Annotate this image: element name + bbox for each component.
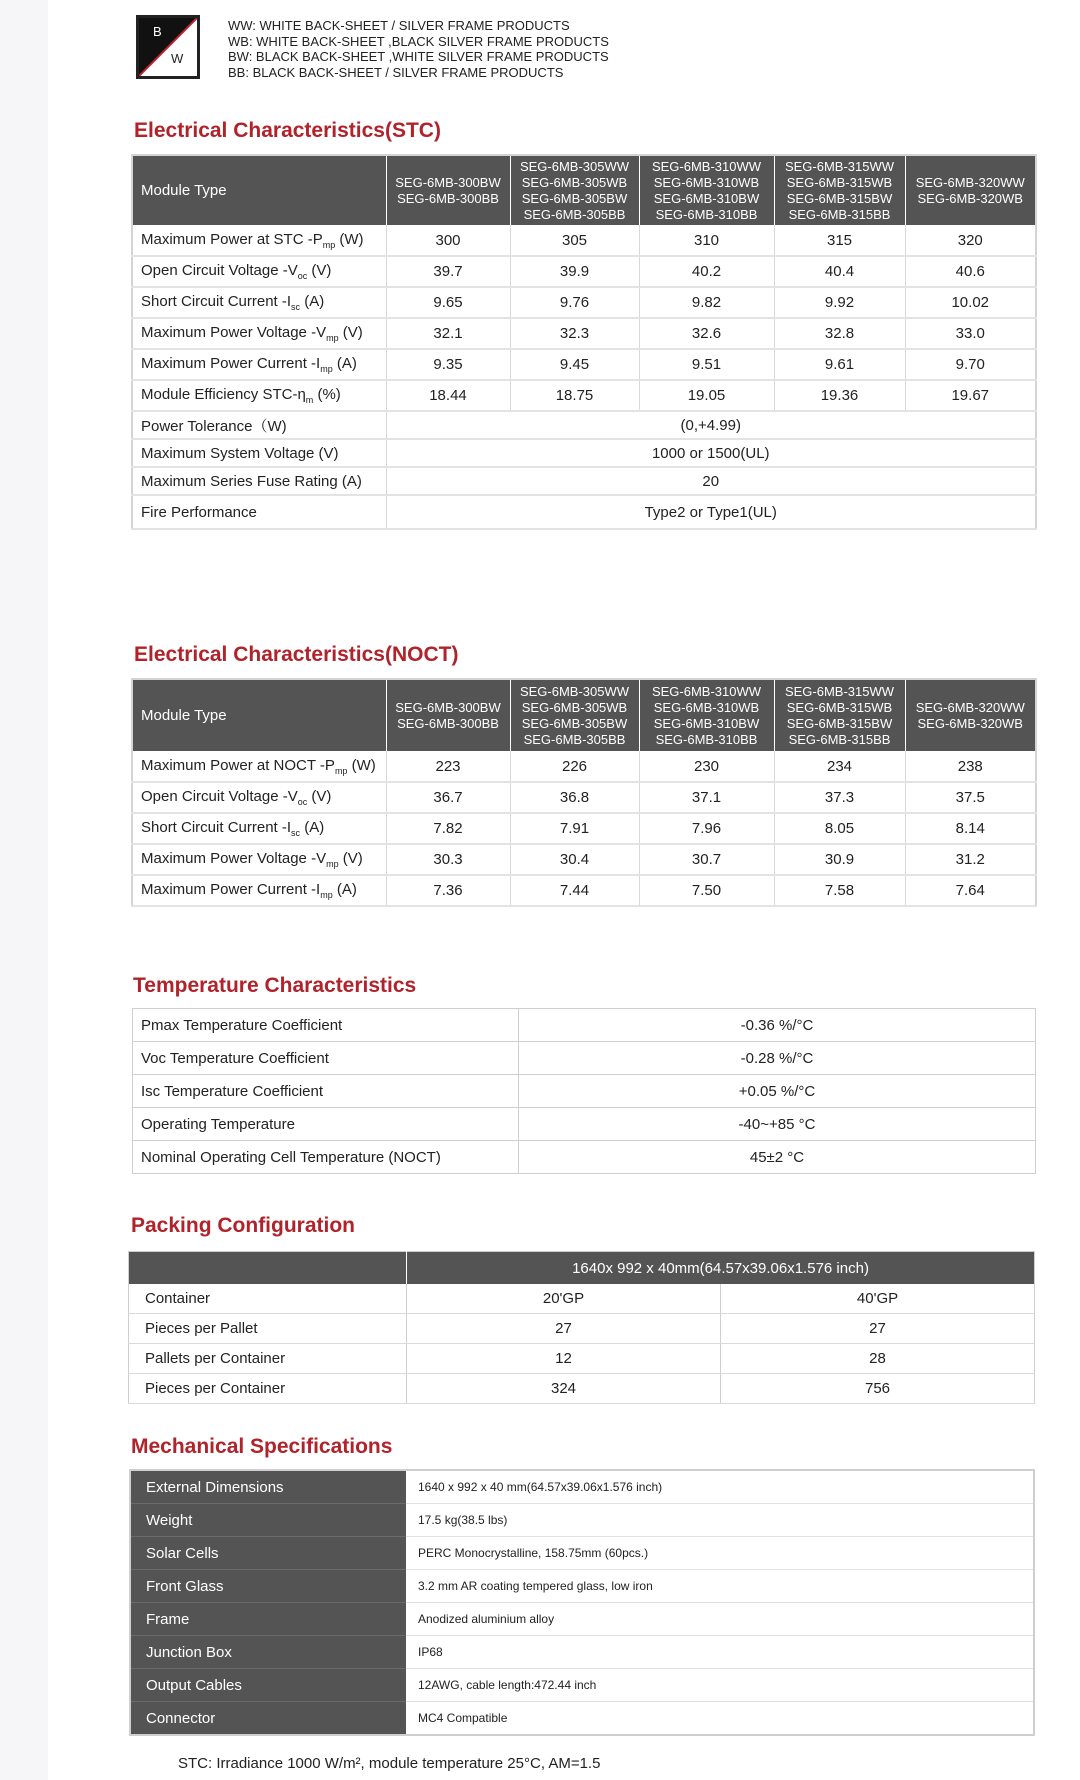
packing-row xyxy=(129,1344,1035,1374)
packing-value-40gp: 28 xyxy=(721,1344,1035,1374)
mechanical-row xyxy=(130,1570,1034,1603)
model-code: SEG-6MB-305BW xyxy=(521,715,628,731)
value-cell: 32.1 xyxy=(386,318,510,349)
value-cell: 7.36 xyxy=(386,875,510,906)
model-code: SEG-6MB-310BB xyxy=(655,731,758,747)
back-sheet-legend-icon xyxy=(136,15,200,79)
model-code: SEG-6MB-300BW xyxy=(395,699,501,715)
value-cell: 30.7 xyxy=(639,844,774,875)
temperature-value: 45±2 °C xyxy=(519,1141,1036,1174)
value-cell: 300 xyxy=(386,225,510,256)
temperature-label: Nominal Operating Cell Temperature (NOCT) xyxy=(133,1141,519,1174)
legend-line: BW: BLACK BACK-SHEET ,WHITE SILVER FRAME PRODUCTS xyxy=(228,49,609,64)
model-code: SEG-6MB-305BB xyxy=(523,206,626,222)
row-label-subscript: mp xyxy=(320,364,333,374)
model-code: SEG-6MB-310WW xyxy=(651,683,762,699)
model-column-header xyxy=(386,679,510,751)
value-cell: 10.02 xyxy=(905,287,1036,318)
row-label-unit: (W) xyxy=(335,230,364,248)
row-label-text: Maximum Power Current -I xyxy=(141,881,321,898)
stc-header-row xyxy=(132,155,1036,225)
mechanical-value: 17.5 kg(38.5 lbs) xyxy=(406,1504,1034,1537)
mechanical-section-title: Mechanical Specifications xyxy=(131,1435,393,1458)
packing-section-title: Packing Configuration xyxy=(131,1214,356,1237)
mechanical-row xyxy=(130,1603,1034,1636)
stc-data-row xyxy=(132,349,1036,380)
model-column-header xyxy=(905,679,1036,751)
row-label: Maximum System Voltage (V) xyxy=(132,439,386,467)
packing-row xyxy=(129,1374,1035,1404)
row-label-text: Maximum Power Voltage -V xyxy=(141,324,327,341)
model-code: SEG-6MB-315WB xyxy=(786,699,893,715)
value-cell: 37.1 xyxy=(639,782,774,813)
value-cell: 223 xyxy=(386,751,510,782)
mechanical-value: PERC Monocrystalline, 158.75mm (60pcs.) xyxy=(406,1537,1034,1570)
model-code: SEG-6MB-305WW xyxy=(519,158,630,174)
model-code: SEG-6MB-320WW xyxy=(915,699,1025,715)
model-column-header xyxy=(386,155,510,225)
value-cell: 18.75 xyxy=(510,380,639,411)
temperature-value: -40~+85 °C xyxy=(519,1108,1036,1141)
packing-value-20gp: 27 xyxy=(407,1314,721,1344)
packing-row xyxy=(129,1284,1035,1314)
value-cell: 30.3 xyxy=(386,844,510,875)
value-cell: 9.35 xyxy=(386,349,510,380)
module-type-header: Module Type xyxy=(132,679,386,751)
value-cell: 9.65 xyxy=(386,287,510,318)
model-code: SEG-6MB-310BW xyxy=(653,190,760,206)
row-label-unit: (A) xyxy=(332,355,357,372)
value-cell: 230 xyxy=(639,751,774,782)
row-label-unit: (V) xyxy=(338,850,363,867)
model-code: SEG-6MB-305BB xyxy=(523,731,626,747)
model-code: SEG-6MB-305WW xyxy=(519,683,630,699)
value-cell: 32.8 xyxy=(774,318,905,349)
row-label-subscript: mp xyxy=(326,859,339,869)
value-cell: 9.92 xyxy=(774,287,905,318)
row-label-text: Short Circuit Current -I xyxy=(141,293,292,310)
legend-icon-letter-b: B xyxy=(153,24,162,39)
noct-data-row xyxy=(132,813,1036,844)
row-label: Maximum Series Fuse Rating (A) xyxy=(132,467,386,495)
mechanical-value: 1640 x 992 x 40 mm(64.57x39.06x1.576 inch) xyxy=(406,1470,1034,1504)
mechanical-row xyxy=(130,1470,1034,1504)
value-cell: 31.2 xyxy=(905,844,1036,875)
model-code: SEG-6MB-305WB xyxy=(521,174,628,190)
row-label-text: Maximum Power Current -I xyxy=(141,355,321,372)
row-label-subscript: mp xyxy=(326,333,339,343)
model-code: SEG-6MB-305BW xyxy=(521,190,628,206)
model-code: SEG-6MB-300BW xyxy=(395,174,501,190)
mechanical-label: Connector xyxy=(130,1702,406,1736)
packing-value-40gp: 27 xyxy=(721,1314,1035,1344)
temperature-row xyxy=(133,1042,1036,1075)
value-cell: 18.44 xyxy=(386,380,510,411)
mechanical-label: Front Glass xyxy=(130,1570,406,1603)
noct-data-row xyxy=(132,875,1036,906)
value-cell: 7.91 xyxy=(510,813,639,844)
row-label xyxy=(132,813,386,844)
model-column-header xyxy=(639,679,774,751)
row-label xyxy=(132,751,386,782)
model-code: SEG-6MB-310WW xyxy=(651,158,762,174)
module-type-header: Module Type xyxy=(132,155,386,225)
value-cell: 7.82 xyxy=(386,813,510,844)
value-cell: 8.14 xyxy=(905,813,1036,844)
temperature-label: Isc Temperature Coefficient xyxy=(133,1075,519,1108)
value-cell: 7.50 xyxy=(639,875,774,906)
model-code: SEG-6MB-315WB xyxy=(786,174,893,190)
model-code: SEG-6MB-305WB xyxy=(521,699,628,715)
model-code: SEG-6MB-310BB xyxy=(655,206,758,222)
stc-section-title: Electrical Characteristics(STC) xyxy=(134,119,441,142)
value-cell: 8.05 xyxy=(774,813,905,844)
row-label-subscript: m xyxy=(305,395,314,405)
value-cell: 9.76 xyxy=(510,287,639,318)
model-code: SEG-6MB-315BB xyxy=(788,206,891,222)
temperature-value: -0.36 %/°C xyxy=(519,1009,1036,1042)
row-label-text: Open Circuit Voltage -V xyxy=(141,262,298,279)
stc-data-row xyxy=(132,380,1036,411)
row-label-text: Maximum Power at STC -P xyxy=(141,230,323,248)
value-cell: 9.70 xyxy=(905,349,1036,380)
packing-row xyxy=(129,1314,1035,1344)
packing-value-40gp: 756 xyxy=(721,1374,1035,1404)
temperature-row xyxy=(133,1141,1036,1174)
packing-label: Pallets per Container xyxy=(129,1344,407,1374)
mechanical-value: MC4 Compatible xyxy=(406,1702,1034,1736)
row-label-subscript: sc xyxy=(291,828,301,838)
row-label xyxy=(132,380,386,411)
value-cell: 19.05 xyxy=(639,380,774,411)
packing-header-row xyxy=(129,1252,1035,1285)
row-label-text: Module Efficiency STC-η xyxy=(141,386,306,403)
row-label xyxy=(132,225,386,256)
mechanical-label: External Dimensions xyxy=(130,1470,406,1504)
value-cell: 226 xyxy=(510,751,639,782)
mechanical-row xyxy=(130,1537,1034,1570)
row-label-subscript: mp xyxy=(320,890,333,900)
row-label-subscript: oc xyxy=(297,797,308,807)
mechanical-value: Anodized aluminium alloy xyxy=(406,1603,1034,1636)
value-cell: 39.7 xyxy=(386,256,510,287)
row-label-text: Short Circuit Current -I xyxy=(141,819,292,836)
temperature-table xyxy=(132,1008,1036,1174)
row-label-subscript: sc xyxy=(291,302,301,312)
mechanical-value: 12AWG, cable length:472.44 inch xyxy=(406,1669,1034,1702)
value-cell: 7.64 xyxy=(905,875,1036,906)
legend-line: WB: WHITE BACK-SHEET ,BLACK SILVER FRAME PRODUCTS xyxy=(228,33,609,49)
stc-data-row xyxy=(132,318,1036,349)
temperature-row xyxy=(133,1009,1036,1042)
row-label-unit: (%) xyxy=(313,386,341,403)
mechanical-table xyxy=(129,1469,1035,1736)
packing-value-40gp: 40'GP xyxy=(721,1284,1035,1314)
mechanical-label: Junction Box xyxy=(130,1636,406,1669)
legend-line: WW: WHITE BACK-SHEET / SILVER FRAME PRODUCTS xyxy=(228,18,570,33)
model-code: SEG-6MB-310WB xyxy=(653,699,760,715)
value-cell: 305 xyxy=(510,225,639,256)
model-code: SEG-6MB-310WB xyxy=(653,174,760,190)
row-label xyxy=(132,287,386,318)
value-cell: 234 xyxy=(774,751,905,782)
row-label-subscript: mp xyxy=(322,239,336,250)
row-label: Power Tolerance（W) xyxy=(132,411,386,439)
temperature-value: +0.05 %/°C xyxy=(519,1075,1036,1108)
packing-value-20gp: 324 xyxy=(407,1374,721,1404)
stc-table xyxy=(131,154,1037,530)
value-cell: 37.5 xyxy=(905,782,1036,813)
value-cell: 315 xyxy=(774,225,905,256)
temperature-label: Voc Temperature Coefficient xyxy=(133,1042,519,1075)
row-label: Fire Performance xyxy=(132,495,386,529)
value-cell: 36.8 xyxy=(510,782,639,813)
temperature-section-title: Temperature Characteristics xyxy=(133,974,417,997)
row-label xyxy=(132,844,386,875)
model-code: SEG-6MB-320WB xyxy=(917,190,1023,206)
noct-data-row xyxy=(132,844,1036,875)
noct-header-row xyxy=(132,679,1036,751)
temperature-label: Operating Temperature xyxy=(133,1108,519,1141)
model-column-header xyxy=(510,679,639,751)
mechanical-label: Frame xyxy=(130,1603,406,1636)
legend-icon-letter-w: W xyxy=(171,51,184,66)
packing-label: Pieces per Container xyxy=(129,1374,407,1404)
value-cell: 320 xyxy=(905,225,1036,256)
value-cell: 32.6 xyxy=(639,318,774,349)
stc-data-row xyxy=(132,225,1036,256)
value-cell: 36.7 xyxy=(386,782,510,813)
row-label-unit: (A) xyxy=(300,819,325,836)
row-label xyxy=(132,782,386,813)
row-label xyxy=(132,256,386,287)
stc-shared-row xyxy=(132,411,1036,439)
temperature-row xyxy=(133,1075,1036,1108)
model-code: SEG-6MB-300BB xyxy=(397,715,499,731)
value-cell: 9.51 xyxy=(639,349,774,380)
packing-header-blank xyxy=(129,1252,407,1285)
packing-table xyxy=(128,1251,1035,1404)
packing-label: Container xyxy=(129,1284,407,1314)
value-cell: 30.9 xyxy=(774,844,905,875)
value-cell: 7.96 xyxy=(639,813,774,844)
temperature-value: -0.28 %/°C xyxy=(519,1042,1036,1075)
noct-table xyxy=(131,678,1037,907)
mechanical-label: Solar Cells xyxy=(130,1537,406,1570)
legend-line: BB: BLACK BACK-SHEET / SILVER FRAME PRODUCTS xyxy=(228,64,564,80)
shared-value-cell: Type2 or Type1(UL) xyxy=(386,495,1036,529)
noct-data-row xyxy=(132,751,1036,782)
model-column-header xyxy=(774,155,905,225)
model-code: SEG-6MB-315WW xyxy=(784,158,895,174)
model-code: SEG-6MB-315WW xyxy=(784,683,895,699)
temperature-row xyxy=(133,1108,1036,1141)
row-label-text: Open Circuit Voltage -V xyxy=(141,788,298,805)
value-cell: 37.3 xyxy=(774,782,905,813)
model-code: SEG-6MB-315BW xyxy=(786,715,893,731)
shared-value-cell: 20 xyxy=(386,467,1036,495)
value-cell: 19.67 xyxy=(905,380,1036,411)
stc-footnote: STC: Irradiance 1000 W/m², module temperature 25°C, AM=1.5 xyxy=(178,1755,601,1772)
mechanical-row xyxy=(130,1702,1034,1736)
value-cell: 30.4 xyxy=(510,844,639,875)
value-cell: 9.82 xyxy=(639,287,774,318)
mechanical-row xyxy=(130,1669,1034,1702)
temperature-label: Pmax Temperature Coefficient xyxy=(133,1009,519,1042)
packing-value-20gp: 20'GP xyxy=(407,1284,721,1314)
mechanical-label: Output Cables xyxy=(130,1669,406,1702)
legend-text xyxy=(228,18,609,80)
row-label-unit: (V) xyxy=(307,262,332,279)
value-cell: 238 xyxy=(905,751,1036,782)
model-code: SEG-6MB-320WW xyxy=(915,174,1025,190)
datasheet-page xyxy=(48,0,1080,1780)
row-label xyxy=(132,875,386,906)
mechanical-row xyxy=(130,1504,1034,1537)
row-label-unit: (W) xyxy=(347,756,376,774)
stc-data-row xyxy=(132,287,1036,318)
row-label-unit: (V) xyxy=(338,324,363,341)
value-cell: 40.2 xyxy=(639,256,774,287)
row-label xyxy=(132,349,386,380)
model-column-header xyxy=(774,679,905,751)
value-cell: 32.3 xyxy=(510,318,639,349)
stc-shared-row xyxy=(132,495,1036,529)
packing-value-20gp: 12 xyxy=(407,1344,721,1374)
model-column-header xyxy=(905,155,1036,225)
value-cell: 33.0 xyxy=(905,318,1036,349)
row-label-unit: (A) xyxy=(300,293,325,310)
row-label-unit: (A) xyxy=(332,881,357,898)
stc-shared-row xyxy=(132,467,1036,495)
value-cell: 9.61 xyxy=(774,349,905,380)
model-code: SEG-6MB-310BW xyxy=(653,715,760,731)
mechanical-row xyxy=(130,1636,1034,1669)
row-label-text: Maximum Power at NOCT -P xyxy=(141,756,335,774)
noct-section-title: Electrical Characteristics(NOCT) xyxy=(134,643,459,666)
value-cell: 39.9 xyxy=(510,256,639,287)
value-cell: 19.36 xyxy=(774,380,905,411)
mechanical-value: IP68 xyxy=(406,1636,1034,1669)
value-cell: 9.45 xyxy=(510,349,639,380)
stc-shared-row xyxy=(132,439,1036,467)
packing-label: Pieces per Pallet xyxy=(129,1314,407,1344)
value-cell: 40.4 xyxy=(774,256,905,287)
model-code: SEG-6MB-315BW xyxy=(786,190,893,206)
shared-value-cell: (0,+4.99) xyxy=(386,411,1036,439)
row-label-unit: (V) xyxy=(307,788,332,805)
model-code: SEG-6MB-300BB xyxy=(397,190,499,206)
packing-module-dimensions: 1640x 992 x 40mm(64.57x39.06x1.576 inch) xyxy=(407,1252,1035,1285)
value-cell: 7.58 xyxy=(774,875,905,906)
value-cell: 40.6 xyxy=(905,256,1036,287)
row-label-subscript: oc xyxy=(297,271,308,281)
value-cell: 310 xyxy=(639,225,774,256)
noct-data-row xyxy=(132,782,1036,813)
row-label-text: Maximum Power Voltage -V xyxy=(141,850,327,867)
model-column-header xyxy=(510,155,639,225)
mechanical-label: Weight xyxy=(130,1504,406,1537)
value-cell: 7.44 xyxy=(510,875,639,906)
model-code: SEG-6MB-320WB xyxy=(917,715,1023,731)
model-column-header xyxy=(639,155,774,225)
row-label-subscript: mp xyxy=(334,765,348,776)
stc-data-row xyxy=(132,256,1036,287)
model-code: SEG-6MB-315BB xyxy=(788,731,891,747)
shared-value-cell: 1000 or 1500(UL) xyxy=(386,439,1036,467)
row-label xyxy=(132,318,386,349)
mechanical-value: 3.2 mm AR coating tempered glass, low iron xyxy=(406,1570,1034,1603)
